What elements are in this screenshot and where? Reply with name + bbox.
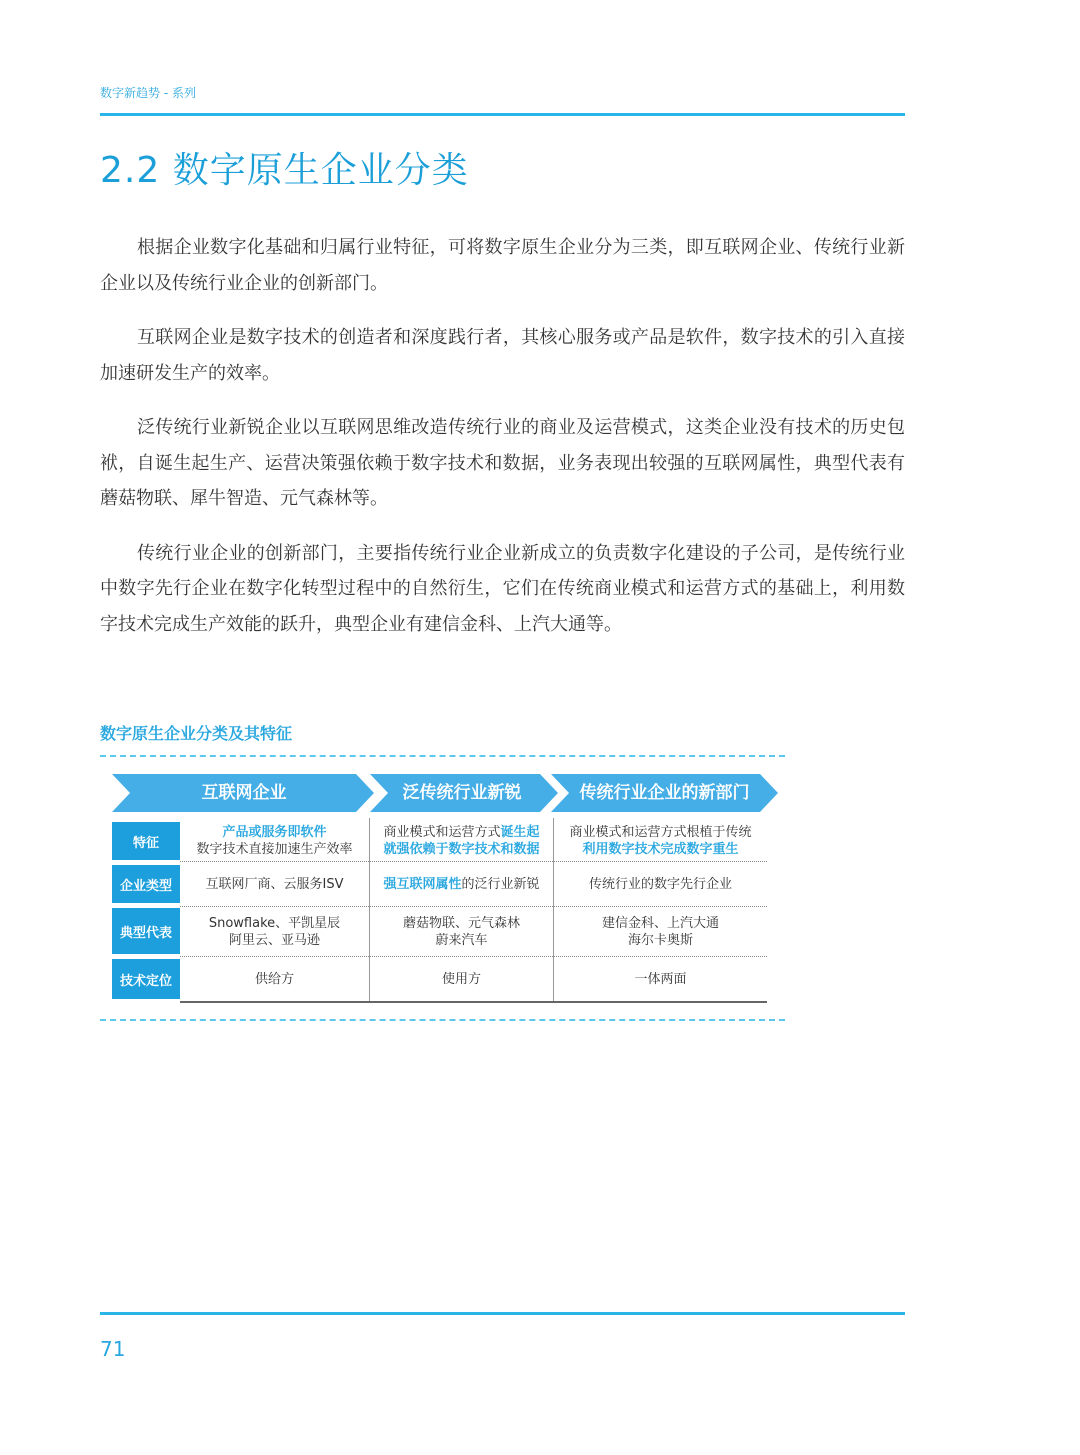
figure-top-divider: [100, 755, 785, 757]
cell-highlight: 产品或服务即软件: [222, 824, 327, 840]
cell-text: 蔚来汽车: [435, 932, 488, 948]
paragraph: 泛传统行业新锐企业以互联网思维改造传统行业的商业及运营模式，这类企业没有技术的历史包袱，自诞生起生产、运营决策强依赖于数字技术和数据，业务表现出较强的互联网属性，典型代表有蘑菇物联、犀牛智造、元气森林等。: [100, 417, 905, 509]
table-cell: [370, 820, 553, 861]
table-cell: [370, 957, 553, 1001]
table-bottom-rule: [180, 1001, 767, 1003]
top-rule: [100, 113, 905, 116]
table-cell: [554, 862, 767, 906]
table-cell: [180, 957, 369, 1001]
cell-text: 阿里云、亚马逊: [228, 932, 320, 948]
paragraph: 传统行业企业的创新部门，主要指传统行业企业新成立的负责数字化建设的子公司，是传统行业中数字先行企业在数字化转型过程中的自然衍生，它们在传统商业模式和运营方式的基础上，利用数字技术完成生产效能的跃升，典型企业有建信金科、上汽大通等。: [100, 542, 905, 635]
cell-text: 供给方: [254, 971, 294, 987]
column-header-new-traditional: [370, 774, 558, 812]
bottom-rule: [100, 1312, 905, 1315]
page-number: 71: [100, 1337, 126, 1361]
row-header-examples: 典型代表: [112, 908, 180, 954]
cell-line: [383, 876, 539, 893]
cell-text: 海尔卡奥斯: [627, 932, 693, 948]
cell-text: 互联网厂商、云服务ISV: [205, 876, 344, 892]
cell-line: [383, 824, 539, 841]
cell-text: 数字技术直接加速生产效率: [196, 841, 353, 857]
cell-highlight: 就强依赖于数字技术和数据: [383, 841, 540, 857]
column-header-traditional-dept: [551, 774, 778, 812]
table-cell: [554, 907, 767, 956]
row-header-position: 技术定位: [112, 959, 180, 999]
cell-text: 使用方: [441, 971, 481, 987]
table-cell: [180, 907, 369, 956]
cell-text: 蘑菇物联、元气森林: [402, 915, 520, 931]
figure-bottom-divider: [100, 1019, 785, 1021]
cell-text: 一体两面: [634, 971, 687, 987]
paragraph: 互联网企业是数字技术的创造者和深度践行者，其核心服务或产品是软件，数字技术的引入直接加速研发生产的效率。: [100, 327, 905, 384]
page-title: 2.2 数字原生企业分类: [100, 150, 469, 191]
cell-text: 的泛行业新锐: [461, 876, 540, 892]
cell-text: 建信金科、上汽大通: [601, 915, 719, 931]
cell-text: 商业模式和运营方式根植于传统: [569, 824, 752, 840]
cell-text: Snowflake、平凯星辰: [208, 915, 341, 931]
body-text: [100, 230, 905, 661]
column-header-label: 互联网企业: [201, 783, 287, 803]
table-cell: [554, 820, 767, 861]
cell-text: 传统行业的数字先行企业: [588, 876, 732, 892]
column-header-label: 泛传统行业新锐: [402, 783, 522, 803]
series-label: 数字新趋势 - 系列: [100, 86, 196, 100]
cell-highlight: 利用数字技术完成数字重生: [582, 841, 739, 857]
column-header-label: 传统行业企业的新部门: [579, 783, 750, 803]
cell-highlight: 诞生起: [500, 824, 540, 840]
table-cell: [180, 862, 369, 906]
figure-title: 数字原生企业分类及其特征: [100, 724, 293, 743]
cell-text: 商业模式和运营方式: [383, 824, 501, 840]
cell-highlight: 强互联网属性: [383, 876, 462, 892]
table-cell: [180, 820, 369, 861]
table-cell: [554, 957, 767, 1001]
row-header-type: 企业类型: [112, 865, 180, 903]
column-header-internet: [112, 774, 374, 812]
table-cell: [370, 862, 553, 906]
table-cell: [370, 907, 553, 956]
row-header-feature: 特征: [112, 822, 180, 860]
paragraph: 根据企业数字化基础和归属行业特征，可将数字原生企业分为三类，即互联网企业、传统行业新企业以及传统行业企业的创新部门。: [100, 237, 905, 294]
